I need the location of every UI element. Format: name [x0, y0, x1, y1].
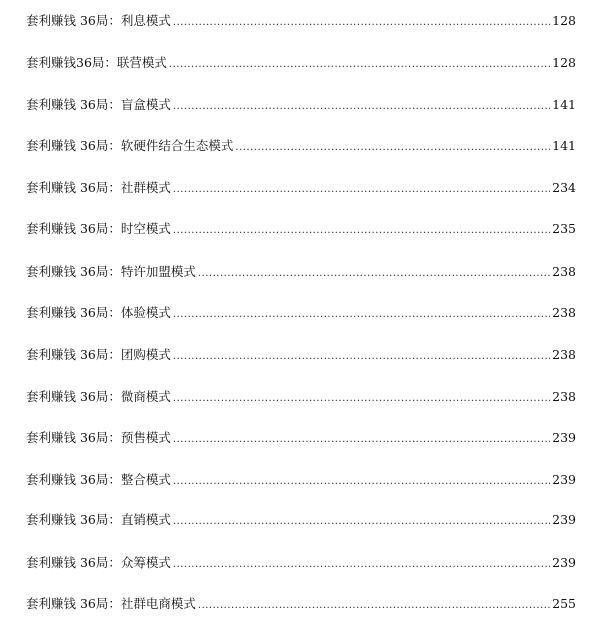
toc-page-number: 239 [552, 430, 576, 445]
toc-page-number: 238 [552, 389, 576, 404]
toc-entry-title: 套利赚钱 36局：预售模式 [26, 430, 171, 445]
toc-page-number: 234 [552, 180, 576, 195]
toc-entry[interactable] [26, 95, 576, 115]
toc-entry-title: 套利赚钱 36局：时空模式 [26, 221, 171, 236]
toc-entry[interactable] [26, 428, 576, 448]
toc-entry-title: 套利赚钱36局：联营模式 [26, 55, 167, 70]
toc-entry[interactable] [26, 178, 576, 198]
dot-leader [173, 13, 550, 33]
toc-entry[interactable] [26, 262, 576, 282]
toc-entry-title: 套利赚钱 36局：利息模式 [26, 13, 171, 28]
toc-page-number: 235 [552, 221, 576, 236]
toc-page-number: 128 [552, 55, 576, 70]
toc-entry[interactable] [26, 303, 576, 323]
dot-leader [198, 264, 550, 284]
toc-entry[interactable] [26, 219, 576, 239]
toc-page-number: 141 [552, 97, 576, 112]
toc-entry-title: 套利赚钱 36局：软硬件结合生态模式 [26, 138, 234, 153]
dot-leader [173, 347, 550, 367]
toc-entry-title: 套利赚钱 36局：微商模式 [26, 389, 171, 404]
dot-leader [173, 430, 550, 450]
dot-leader [169, 55, 550, 75]
toc-page-number: 238 [552, 264, 576, 279]
toc-entry-title: 套利赚钱 36局：特许加盟模式 [26, 264, 196, 279]
toc-entry-title: 套利赚钱 36局：直销模式 [26, 512, 171, 527]
toc-entry[interactable] [26, 345, 576, 365]
toc-page-number: 255 [552, 596, 576, 611]
toc-page-number: 238 [552, 347, 576, 362]
toc-page-number: 128 [552, 13, 576, 28]
dot-leader [235, 138, 550, 158]
toc-entry[interactable] [26, 53, 576, 73]
toc-page-number: 239 [552, 555, 576, 570]
dot-leader [173, 180, 550, 200]
toc-page-number: 239 [552, 472, 576, 487]
toc-entry[interactable] [26, 594, 576, 614]
dot-leader [198, 596, 550, 616]
dot-leader [173, 472, 550, 492]
dot-leader [173, 555, 550, 575]
toc-page-number: 239 [552, 512, 576, 527]
toc-entry[interactable] [26, 136, 576, 156]
toc-entry[interactable] [26, 11, 576, 31]
toc-entry[interactable] [26, 553, 576, 573]
toc-entry-title: 套利赚钱 36局：整合模式 [26, 472, 171, 487]
toc-entry-title: 套利赚钱 36局：体验模式 [26, 305, 171, 320]
toc-entry[interactable] [26, 470, 576, 490]
dot-leader [173, 305, 550, 325]
toc-entry-title: 套利赚钱 36局：团购模式 [26, 347, 171, 362]
toc-page-number: 238 [552, 305, 576, 320]
dot-leader [173, 221, 550, 241]
toc-entry-title: 套利赚钱 36局：众筹模式 [26, 555, 171, 570]
dot-leader [173, 389, 550, 409]
toc-entry-title: 套利赚钱 36局：盲盒模式 [26, 97, 171, 112]
toc-entry[interactable] [26, 510, 576, 530]
toc-entry-title: 套利赚钱 36局：社群模式 [26, 180, 171, 195]
dot-leader [173, 97, 550, 117]
dot-leader [173, 512, 550, 532]
toc-entry[interactable] [26, 387, 576, 407]
toc-page-number: 141 [552, 138, 576, 153]
toc-entry-title: 套利赚钱 36局：社群电商模式 [26, 596, 196, 611]
